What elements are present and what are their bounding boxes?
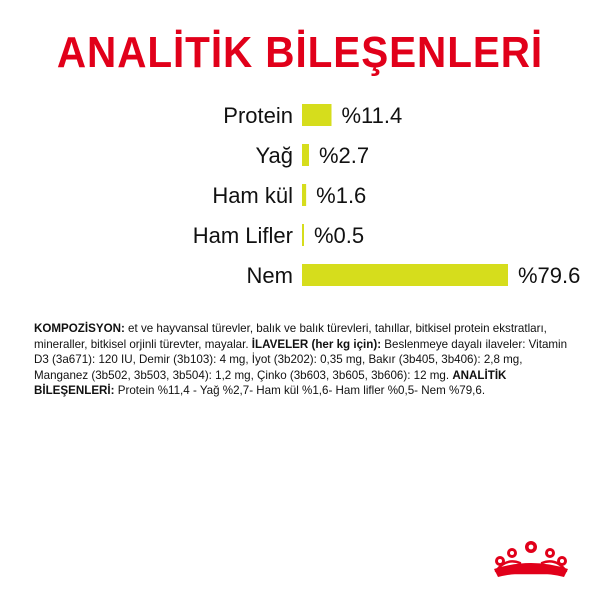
bar — [302, 104, 332, 126]
bar — [302, 264, 508, 286]
additives-body: Beslenmeye dayalı ilaveler: Vitamin D3 (3a671): 120 IU, Demir (3b103): 4 mg, İyot (3b202): 0,35 mg, Bakır (3b405, 3b406): 2,8 mg, Manganez (3b502, 3b503, 3b504): 1,2 mg, Çinko (3b603, 3b605, 3b606): 12 mg. — [34, 337, 568, 382]
value-label: %1.6 — [316, 183, 367, 208]
additives-heading: İLAVELER (her kg için): — [251, 337, 382, 351]
bar — [302, 224, 304, 246]
analytic-body: Protein %11,4 - Yağ %2,7- Ham kül %1,6- Ham lifler %0,5- Nem %79,6. — [114, 384, 486, 398]
composition-heading: KOMPOZİSYON: — [34, 322, 125, 335]
bar — [302, 184, 306, 206]
category-label: Ham Lifler — [192, 223, 293, 248]
composition-body: et ve hayvansal türevler, balık ve balık türevleri, tahıllar, bitkisel protein ekstratları, mineraller, bitkisel orjinli türevter, mayalar. — [34, 322, 547, 351]
category-label: Yağ — [255, 143, 293, 168]
category-label: Nem — [246, 263, 293, 288]
value-label: %2.7 — [318, 143, 370, 168]
category-label: Protein — [223, 103, 293, 128]
page-title: ANALİTİK BİLEŞENLERİ — [56, 28, 544, 77]
composition-text — [34, 321, 574, 399]
bar — [302, 144, 309, 166]
value-label: %79.6 — [518, 263, 581, 288]
value-label: %11.4 — [341, 103, 403, 128]
value-label: %0.5 — [314, 223, 365, 248]
analytic-heading: ANALİTİK BİLEŞENLERİ: — [34, 368, 507, 398]
category-label: Ham kül — [212, 183, 293, 208]
royal-canin-crown-logo — [490, 533, 572, 583]
